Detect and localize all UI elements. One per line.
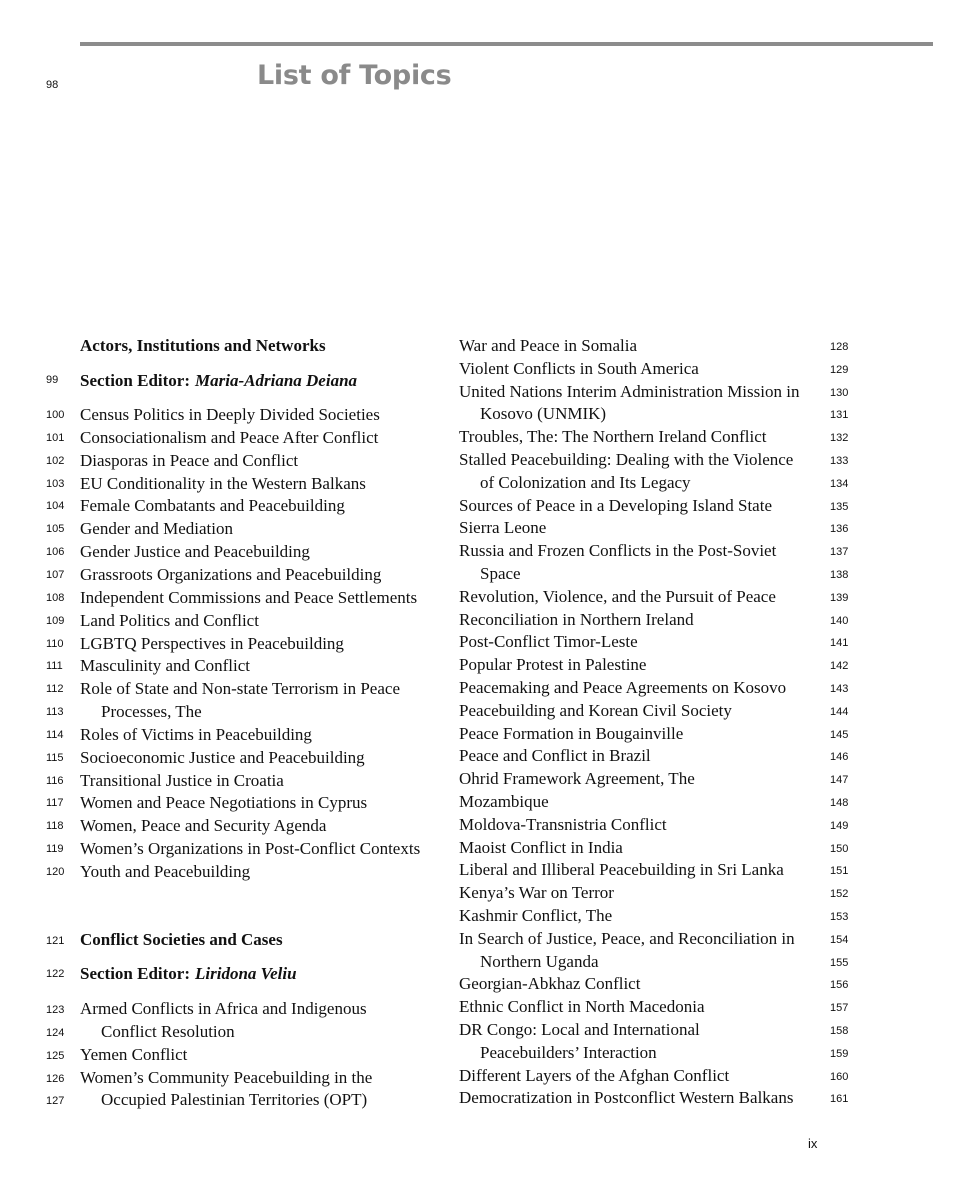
topic-entry: Moldova-Transnistria Conflict	[459, 814, 667, 834]
line-number: 98	[46, 79, 59, 91]
topic-entry: Peacemaking and Peace Agreements on Kosovo	[459, 678, 787, 697]
topic-entry: Ethnic Conflict in North Macedonia	[459, 997, 705, 1017]
line-number: 144	[830, 705, 849, 718]
topic-entry: Sierra Leone	[459, 518, 547, 538]
topic-entry: Popular Protest in Palestine	[459, 655, 647, 675]
line-number: 134	[830, 477, 849, 490]
section-editor-line	[80, 964, 297, 984]
line-number: 120	[46, 866, 65, 878]
topic-entry: Kenya’s War on Terror	[459, 883, 614, 903]
line-number: 145	[830, 728, 849, 741]
topic-entry: Troubles, The: The Northern Ireland Conflict	[459, 427, 767, 447]
line-number: 111	[46, 660, 63, 673]
line-number: 118	[46, 820, 64, 833]
line-number: 137	[830, 546, 849, 559]
section-editor-line	[80, 371, 357, 391]
line-number: 105	[46, 523, 65, 536]
line-number: 103	[46, 477, 65, 490]
topic-entry: Maoist Conflict in India	[459, 837, 623, 857]
line-number: 102	[46, 454, 65, 467]
line-number: 148	[830, 797, 849, 809]
topic-entry: Armed Conflicts in Africa and Indigenous	[80, 999, 367, 1018]
line-number: 112	[46, 683, 64, 696]
line-number: 155	[830, 956, 849, 969]
topic-entry: of Colonization and Its Legacy	[480, 472, 691, 492]
topic-entry: Women, Peace and Security Agenda	[80, 816, 327, 836]
line-number: 131	[830, 409, 849, 422]
line-number: 158	[830, 1025, 849, 1037]
topic-entry: Stalled Peacebuilding: Dealing with the Violence	[459, 450, 794, 469]
line-number: 139	[830, 591, 849, 604]
topic-entry: In Search of Justice, Peace, and Reconciliation in	[459, 928, 795, 948]
header-rule	[80, 42, 933, 46]
line-number: 116	[46, 774, 64, 787]
page-title: List of Topics	[257, 60, 452, 91]
topic-entry: Peace and Conflict in Brazil	[459, 746, 651, 766]
topic-entry: Grassroots Organizations and Peacebuilding	[80, 564, 382, 584]
line-number: 129	[830, 363, 849, 376]
topic-entry: Space	[480, 564, 521, 583]
line-number: 127	[46, 1095, 65, 1108]
topic-entry: Different Layers of the Afghan Conflict	[459, 1065, 730, 1085]
line-number: 159	[830, 1047, 849, 1060]
line-number: 124	[46, 1026, 65, 1039]
topic-entry: Gender and Mediation	[80, 519, 233, 539]
line-number: 114	[46, 728, 64, 741]
line-number: 115	[46, 751, 64, 764]
section-editor-name: Maria-Adriana Deiana	[195, 371, 358, 390]
line-number: 117	[46, 797, 64, 810]
topic-entry: Sources of Peace in a Developing Island State	[459, 495, 772, 515]
section-editor-label: Section Editor:	[80, 964, 191, 983]
line-number: 119	[46, 843, 64, 856]
topic-entry: Russia and Frozen Conflicts in the Post-Soviet	[459, 541, 777, 561]
topic-entry: Women’s Community Peacebuilding in the	[80, 1067, 373, 1087]
topic-entry: Liberal and Illiberal Peacebuilding in Sri Lanka	[459, 860, 784, 880]
line-number: 140	[830, 614, 849, 627]
line-number: 138	[830, 569, 849, 581]
topic-entry: Roles of Victims in Peacebuilding	[80, 724, 312, 744]
topic-entry: United Nations Interim Administration Mission in	[459, 381, 800, 401]
line-number: 109	[46, 614, 65, 627]
topic-entry: Kosovo (UNMIK)	[480, 404, 607, 424]
line-number: 110	[46, 637, 64, 650]
topic-entry: Socioeconomic Justice and Peacebuilding	[80, 747, 365, 767]
line-number: 146	[830, 751, 849, 764]
topic-entry: Peace Formation in Bougainville	[459, 723, 684, 743]
line-number: 149	[830, 819, 849, 832]
topic-entry: Conflict Resolution	[101, 1021, 235, 1041]
section-heading: Actors, Institutions and Networks	[80, 336, 326, 355]
topic-entry: Georgian-Abkhaz Conflict	[459, 974, 641, 994]
line-number: 101	[46, 431, 65, 444]
topic-entry: Democratization in Postconflict Western Balkans	[459, 1088, 794, 1108]
line-number: 126	[46, 1072, 65, 1085]
topic-entry: Census Politics in Deeply Divided Societies	[80, 405, 380, 424]
topic-entry: Female Combatants and Peacebuilding	[80, 496, 345, 516]
topic-entry: Violent Conflicts in South America	[459, 358, 699, 378]
line-number: 122	[46, 968, 65, 980]
topic-entry: Masculinity and Conflict	[80, 656, 250, 676]
topic-entry: Revolution, Violence, and the Pursuit of Peace	[459, 586, 776, 606]
line-number: 161	[830, 1093, 849, 1106]
topic-entry: Women and Peace Negotiations in Cyprus	[80, 793, 368, 813]
topic-entry: DR Congo: Local and International	[459, 1020, 700, 1039]
line-number: 106	[46, 546, 65, 559]
line-number: 147	[830, 774, 849, 787]
line-number: 156	[830, 979, 849, 992]
line-number: 154	[830, 933, 849, 946]
section-editor-name: Liridona Veliu	[195, 964, 297, 983]
line-number: 142	[830, 660, 849, 673]
topic-entry: Diasporas in Peace and Conflict	[80, 450, 299, 470]
topic-entry: Women’s Organizations in Post-Conflict Contexts	[80, 839, 421, 859]
line-number: 123	[46, 1004, 65, 1016]
topic-entry: Reconciliation in Northern Ireland	[459, 609, 694, 629]
line-number: 153	[830, 911, 849, 923]
topic-entry: Processes, The	[101, 702, 202, 722]
page-folio: ix	[808, 1136, 818, 1151]
topic-entry: Ohrid Framework Agreement, The	[459, 769, 695, 789]
line-number: 100	[46, 409, 65, 421]
topic-entry: Gender Justice and Peacebuilding	[80, 542, 310, 562]
section-heading: Conflict Societies and Cases	[80, 930, 283, 949]
line-number: 157	[830, 1002, 849, 1015]
line-number: 125	[46, 1049, 65, 1062]
topic-entry: Peacebuilding and Korean Civil Society	[459, 700, 732, 720]
topic-entry: Kashmir Conflict, The	[459, 906, 613, 925]
line-number: 150	[830, 842, 849, 855]
topic-entry: War and Peace in Somalia	[459, 336, 638, 355]
line-number: 135	[830, 500, 849, 513]
line-number: 130	[830, 386, 849, 399]
line-number: 107	[46, 568, 65, 581]
topic-entry: EU Conditionality in the Western Balkans	[80, 473, 366, 493]
line-number: 121	[46, 935, 65, 947]
topic-entry: Peacebuilders’ Interaction	[480, 1042, 657, 1062]
topic-entry: Occupied Palestinian Territories (OPT)	[101, 1090, 368, 1110]
line-number: 108	[46, 591, 65, 604]
line-number: 99	[46, 374, 59, 386]
line-number: 104	[46, 500, 65, 513]
topic-entry: Transitional Justice in Croatia	[80, 770, 284, 790]
topic-entry: Role of State and Non-state Terrorism in Peace	[80, 679, 400, 699]
topic-entry: Land Politics and Conflict	[80, 610, 259, 630]
topic-entry: Yemen Conflict	[80, 1044, 188, 1064]
line-number: 132	[830, 432, 849, 445]
topic-entry: Independent Commissions and Peace Settlements	[80, 587, 418, 607]
line-number: 160	[830, 1070, 849, 1083]
line-number: 141	[830, 637, 849, 650]
line-number: 128	[830, 341, 849, 353]
line-number: 152	[830, 888, 849, 901]
line-number: 143	[830, 683, 849, 695]
line-number: 113	[46, 706, 64, 719]
topic-entry: Post-Conflict Timor-Leste	[459, 632, 638, 652]
line-number: 136	[830, 523, 849, 536]
topic-entry: Northern Uganda	[480, 951, 599, 971]
line-number: 151	[830, 865, 849, 878]
topic-entry: Mozambique	[459, 792, 549, 811]
topic-entry: Consociationalism and Peace After Conflict	[80, 427, 379, 447]
topic-entry: LGBTQ Perspectives in Peacebuilding	[80, 633, 344, 653]
section-editor-label: Section Editor:	[80, 371, 191, 390]
topic-entry: Youth and Peacebuilding	[80, 862, 251, 881]
line-number: 133	[830, 455, 849, 467]
